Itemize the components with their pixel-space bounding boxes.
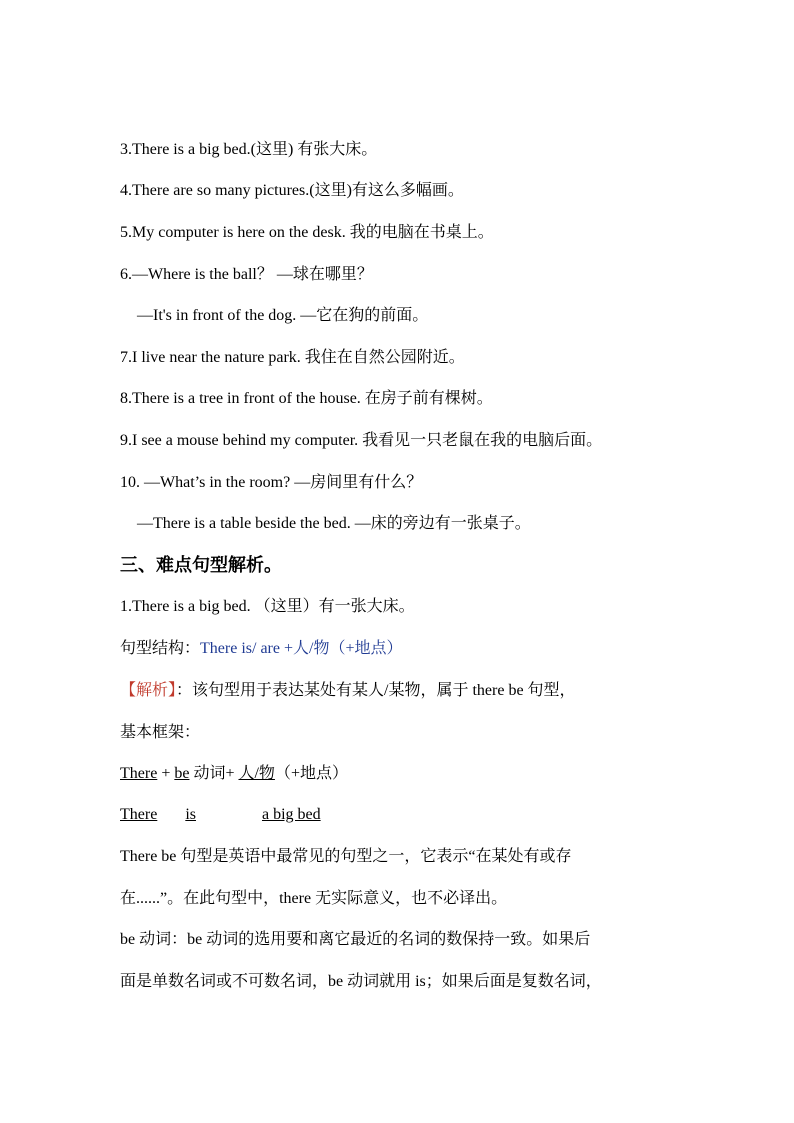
example-sentence-7: 7.I live near the nature park. 我住在自然公园附近。 <box>120 349 465 366</box>
example-sentence-6-answer: —It's in front of the dog. —它在狗的前面。 <box>137 307 429 324</box>
example-sentence-8: 8.There is a tree in front of the house. 在房子前有棵树。 <box>120 390 493 407</box>
structure-line <box>120 639 402 659</box>
example-sentence-6: 6.—Where is the ball？ —球在哪里？ <box>120 266 373 283</box>
frame-there: There <box>120 765 158 782</box>
structure-value: There is/ are +人/物（+地点） <box>200 640 403 657</box>
structure-label: 句型结构： <box>120 640 201 657</box>
paragraph-2-line-2: 面是单数名词或不可数名词，be 动词就用 is；如果后面是复数名词， <box>120 973 602 990</box>
frame-be: be <box>174 765 190 782</box>
analysis-text: ：该句型用于表达某处有某人/某物，属于 there be 句型， <box>176 682 576 699</box>
section-heading: 三、难点句型解析。 <box>120 555 282 576</box>
example-there: There <box>120 806 158 823</box>
sentence-pattern-1: 1.There is a big bed. （这里）有一张大床。 <box>120 598 415 615</box>
example-sentence-9: 9.I see a mouse behind my computer. 我看见一只老鼠在我的电脑后面。 <box>120 432 603 449</box>
frame-example-line <box>120 805 321 825</box>
paragraph-2-line-1: be 动词：be 动词的选用要和离它最近的名词的数保持一致。如果后 <box>120 931 591 948</box>
analysis-line <box>120 681 576 701</box>
example-sentence-10: 10. —What’s in the room? —房间里有什么？ <box>120 474 423 491</box>
example-sentence-10-answer: —There is a table beside the bed. —床的旁边有一张桌子。 <box>137 515 531 532</box>
analysis-tag: 【解析】 <box>120 682 177 699</box>
example-sentence-4: 4.There are so many pictures.(这里)有这么多幅画。 <box>120 182 464 199</box>
example-bed: a big bed <box>261 806 321 823</box>
frame-label: 基本框架： <box>120 724 201 741</box>
frame-plus: + <box>157 765 175 782</box>
example-is: is <box>185 806 196 823</box>
example-sentence-3: 3.There is a big bed.(这里) 有张大床。 <box>120 141 378 158</box>
example-sentence-5: 5.My computer is here on the desk. 我的电脑在书桌上。 <box>120 224 494 241</box>
frame-place: （+地点） <box>274 765 348 782</box>
frame-person-thing: 人/物 <box>238 765 275 782</box>
frame-verb: 动词+ <box>189 765 239 782</box>
paragraph-1-line-1: There be 句型是英语中最常见的句型之一，它表示“在某处有或存 <box>120 848 572 865</box>
basic-frame-line <box>120 764 348 784</box>
paragraph-1-line-2: 在......”。在此句型中，there 无实际意义，也不必译出。 <box>120 890 508 907</box>
